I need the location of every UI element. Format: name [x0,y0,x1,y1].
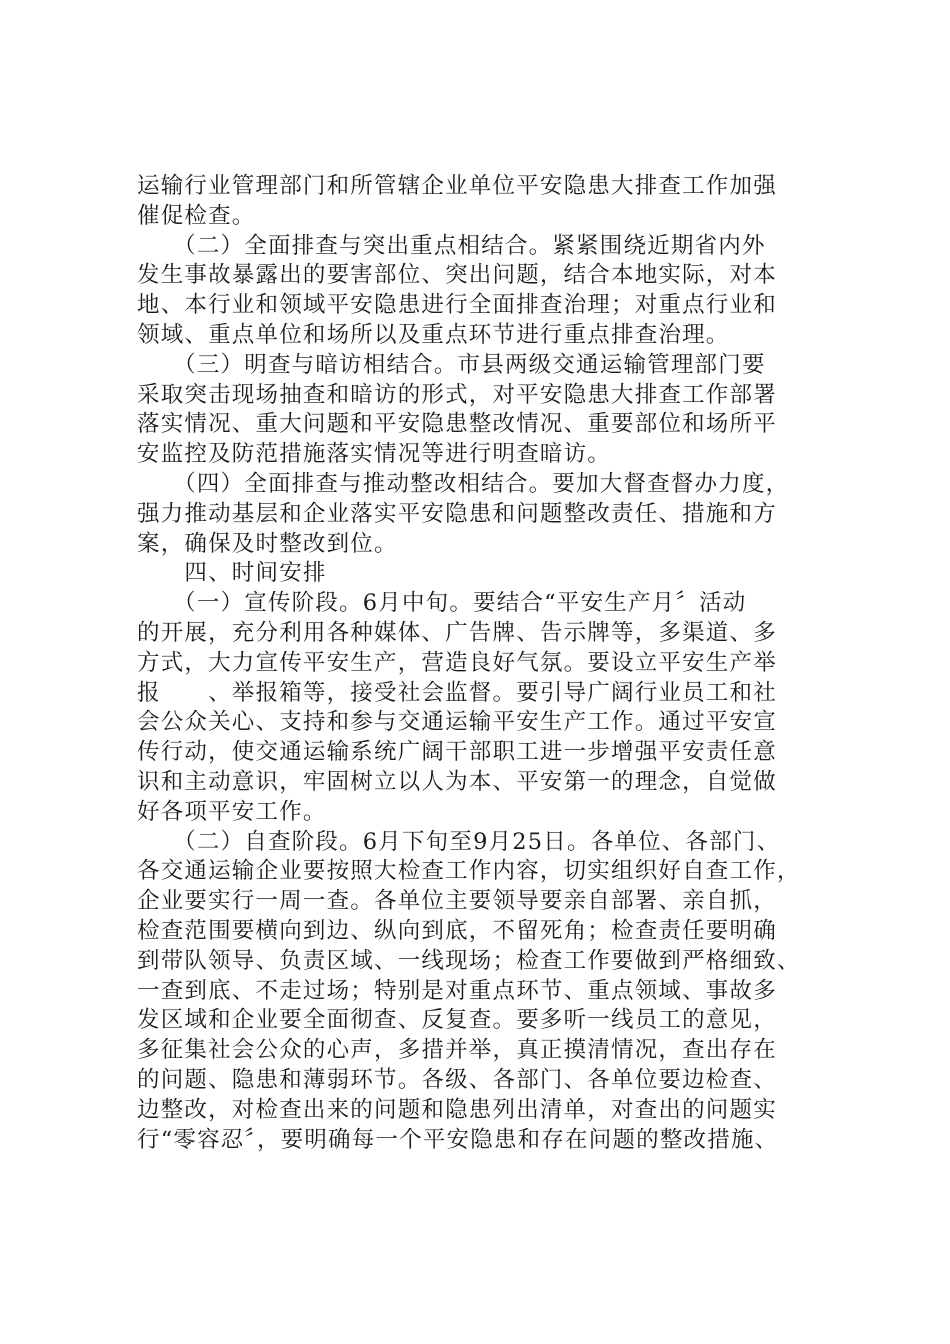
text-line: 行“零容忍〞，要明确每一个平安隐患和存在问题的整改措施、 [137,1126,779,1153]
text-line: 运输行业管理部门和所管辖企业单位平安隐患大排查工作加强 [137,173,777,199]
text-line: 识和主动意识，牢固树立以人为本、平安第一的理念，自觉做 [137,768,777,795]
text-line: 强力推动基层和企业落实平安隐患和问题整改责任、措施和方 [137,500,777,527]
text-line: 领域、重点单位和场所以及重点环节进行重点排查治理。 [137,321,730,348]
text-line: （二）自查阶段。6月下旬至9月25日。各单位、各部门、 [137,828,781,855]
text-line: 四、时间安排 [137,560,327,587]
text-line: 催促检查。 [137,202,256,229]
text-line: （一）宣传阶段。6月中旬。要结合“平安生产月〞活动 [137,590,747,617]
text-line: 一查到底、不走过场；特别是对重点环节、重点领域、事故多 [137,977,777,1004]
text-line: 案，确保及时整改到位。 [137,530,398,557]
text-line: 的问题、隐患和薄弱环节。各级、各部门、各单位要边检查、 [137,1066,777,1093]
text-line: 落实情况、重大问题和平安隐患整改情况、重要部位和场所平 [137,411,777,438]
text-line: 的开展，充分利用各种媒体、广告牌、告示牌等，多渠道、多 [137,619,777,646]
text-line: 各交通运输企业要按照大检查工作内容，切实组织好自查工作， [137,858,801,885]
text-line: （四）全面排查与推动整改相结合。要加大督查督办力度， [137,470,790,497]
text-line: 检查范围要横向到边、纵向到底，不留死角；检查责任要明确 [137,917,777,944]
text-line: 企业要实行一周一查。各单位主要领导要亲自部署、亲自抓， [137,888,777,915]
text-line: 传行动，使交通运输系统广阔干部职工进一步增强平安责任意 [137,739,777,766]
text-line: 安监控及防范措施落实情况等进行明查暗访。 [137,441,612,468]
text-line: 到带队领导、负责区域、一线现场；检查工作要做到严格细致、 [137,947,801,974]
text-line: 发区域和企业要全面彻查、反复查。要多听一线员工的意见， [137,1007,777,1034]
text-line: 边整改，对检查出来的问题和隐患列出清单，对查出的问题实 [137,1096,777,1123]
text-line: 发生事故暴露出的要害部位、突出问题，结合本地实际，对本 [137,262,777,289]
text-line: 地、本行业和领域平安隐患进行全面排查治理；对重点行业和 [137,292,777,319]
text-line: （三）明查与暗访相结合。市县两级交通运输管理部门要 [137,351,766,378]
text-line: （二）全面排查与突出重点相结合。紧紧围绕近期省内外 [137,232,766,259]
text-line: 会公众关心、支持和参与交通运输平安生产工作。通过平安宣 [137,709,777,736]
body-text [137,172,827,1155]
text-line: 报 、举报箱等，接受社会监督。要引导广阔行业员工和社 [137,679,777,706]
text-line: 多征集社会公众的心声，多措并举，真正摸清情况，查出存在 [137,1037,777,1064]
text-line: 采取突击现场抽查和暗访的形式，对平安隐患大排查工作部署 [137,381,777,408]
text-line: 好各项平安工作。 [137,798,327,825]
text-line: 方式，大力宣传平安生产，营造良好气氛。要设立平安生产举 [137,649,777,676]
